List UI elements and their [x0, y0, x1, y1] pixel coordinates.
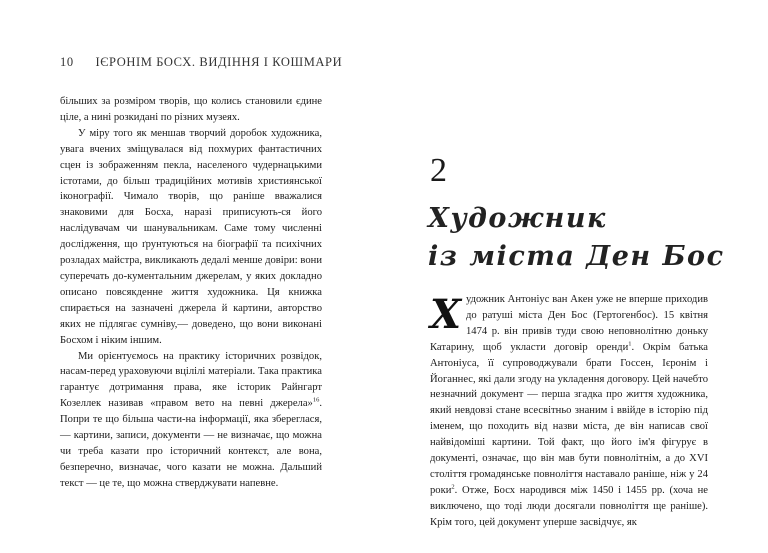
paragraph-text: . Окрім батька Антоніуса, її супроводжували брати Госсен, Ієронім і Йоганнес, які дали згоду на укладення договору. Цей начебто незначний документ — перша згадка про життя художника, який невдовзі стане всесвітньо знаним і ввійде в історію під іменем, що походить від назви міста, де він написав свої найвідоміші картини. Той факт, що його ім'я фігурує в документі, означає, що він мав бути повнолітнім, а до XVI століття громадянське повноліття наставало раніше, ніж у 24 роки	[430, 341, 709, 496]
left-body-text	[60, 94, 322, 492]
footnote-ref: 16	[312, 396, 320, 404]
right-body-text	[430, 292, 708, 531]
paragraph	[430, 292, 708, 531]
paragraph	[60, 349, 322, 492]
paragraph-text: Ми орієнтуємось на практику історичних розвідок, насам-перед ураховуючи вцілілі матеріали. Така практика гарантує дотримання права, яке історик Райнгарт Козеллек називав «правом вето на певні джерела»	[60, 350, 322, 410]
chapter-title-line: із міста Ден Бос	[428, 241, 725, 272]
running-head	[60, 55, 342, 70]
paragraph-text: . Попри те що більша части-на інформації, яка збереглася,— картини, записи, документи — не визначає, що можна чи треба казати про історичний контекст, але вона, безперечно, визначає, чого казати не можна. Дальший текст — це те, що можна стверджувати напевне.	[60, 398, 322, 489]
chapter-title-line: Художник	[428, 203, 607, 234]
book-title: ІЄРОНІМ БОСХ. ВИДІННЯ І КОШМАРИ	[95, 55, 343, 69]
drop-cap: Х	[430, 291, 462, 338]
paragraph-text: . Отже, Босх народився між 1450 і 1455 рр. (хоча не виключено, що тоді люди досягали повноліття ще раніше). Крім того, цей документ уперше засвідчує, як	[430, 484, 708, 528]
page-number: 10	[60, 55, 74, 69]
chapter-number: 2	[430, 152, 447, 189]
paragraph: більших за розміром творів, що колись становили єдине ціле, а нині розкидані по різних музеях.	[60, 96, 322, 123]
footnote-ref: 2	[451, 483, 455, 491]
paragraph: У міру того як меншав творчий доробок художника, увага вчених зміщувалася від похмурих фантастичних сцен із зображенням пекла, населеного чудернацькими істотами, до більш традиційних мотивів християнської іконографії. Чимало творів, що раніше вважалися знаковими для Босха, наразі приписують-ся його наслідувачам чи шанувальникам. Саме тому численні дослідження, що ґрунтуються на біографії та психічних розладах майстра, викликають дедалі менше довіри: вони суперечать до-кументальним джерелам, у яких докладно описано повсякденне життя художника. Ця книжка спирається на зазначені джерела й картини, авторство яких не підлягає сумніву,— доведено, що вони виконані Босхом і ніким іншим.	[60, 127, 322, 346]
chapter-title	[428, 200, 725, 276]
paragraph-text: удожник Антоніус ван Акен уже не вперше приходив до ратуші міста Ден Бос (Гертогенбос). 15 квітня 1474 р. він привів туди свою неповнолітню доньку Катарину, щоб укласти договір оренди	[430, 294, 708, 353]
footnote-ref: 1	[628, 340, 632, 348]
